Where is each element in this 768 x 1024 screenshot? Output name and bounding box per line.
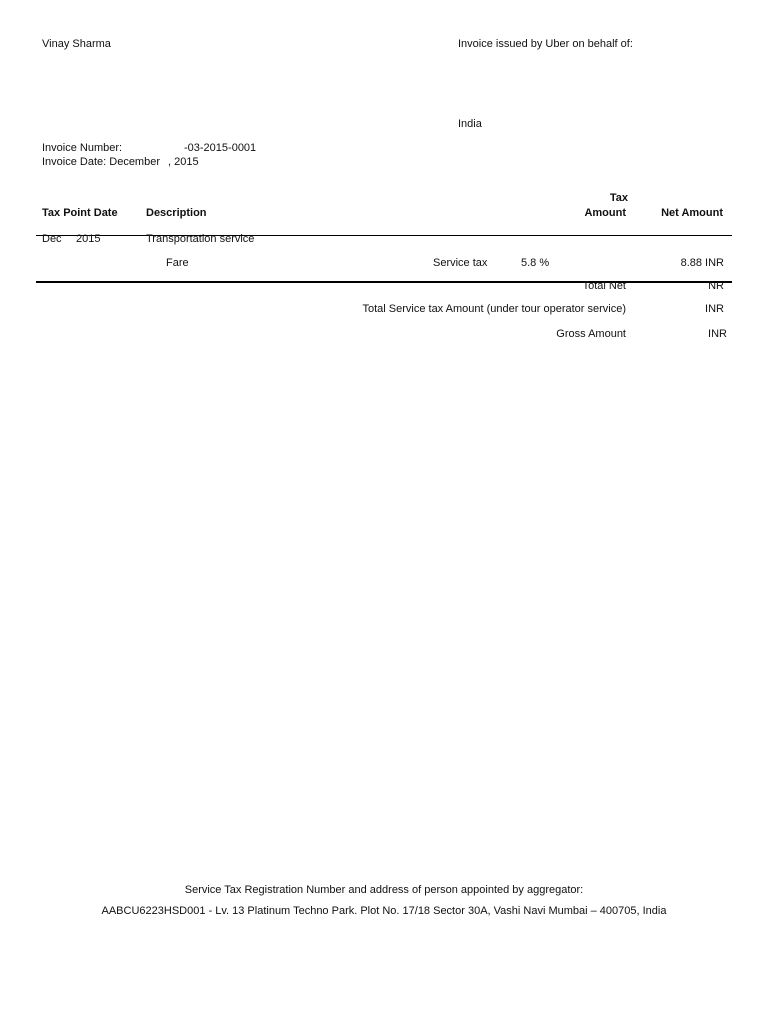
row-year: 2015: [76, 233, 101, 245]
header-tax-line2: Amount: [584, 207, 626, 219]
header-description: Description: [146, 207, 207, 219]
invoice-number-label: Invoice Number:: [42, 142, 123, 154]
row-item-fare: Fare: [166, 257, 189, 269]
header-net-amount: Net Amount: [661, 207, 723, 219]
header-tax-point-date: Tax Point Date: [42, 207, 118, 219]
total-net-value: NR: [708, 280, 724, 292]
footer-registration-address: AABCU6223HSD001 - Lv. 13 Platinum Techno Park. Plot No. 17/18 Sector 30A, Vashi Navi Mumbai – 400705, India: [101, 905, 667, 917]
total-service-tax-label: Total Service tax Amount (under tour operator service): [362, 303, 626, 315]
issued-by-label: Invoice issued by Uber on behalf of:: [458, 38, 633, 50]
total-service-tax-value: INR: [705, 303, 724, 315]
row-description: Transportation service: [146, 233, 255, 245]
header-divider: [36, 235, 732, 236]
header-tax-line1: Tax: [609, 192, 628, 204]
gross-amount-value: INR: [708, 328, 727, 340]
customer-name: Vinay Sharma: [42, 38, 111, 50]
invoice-number-value: -03-2015-0001: [184, 142, 257, 154]
row-month: Dec: [42, 233, 62, 245]
issuer-country: India: [458, 118, 482, 130]
invoice-date-value: , 2015: [168, 156, 199, 168]
footer-registration-heading: Service Tax Registration Number and address of person appointed by aggregator:: [184, 884, 584, 896]
row-net-amount: 8.88 INR: [680, 257, 724, 269]
gross-amount-label: Gross Amount: [556, 328, 626, 340]
row-tax-rate: 5.8 %: [521, 257, 550, 269]
row-tax-label: Service tax: [433, 257, 488, 269]
invoice-date-label: Invoice Date: December: [42, 156, 160, 168]
total-net-label: Total Net: [582, 280, 626, 292]
